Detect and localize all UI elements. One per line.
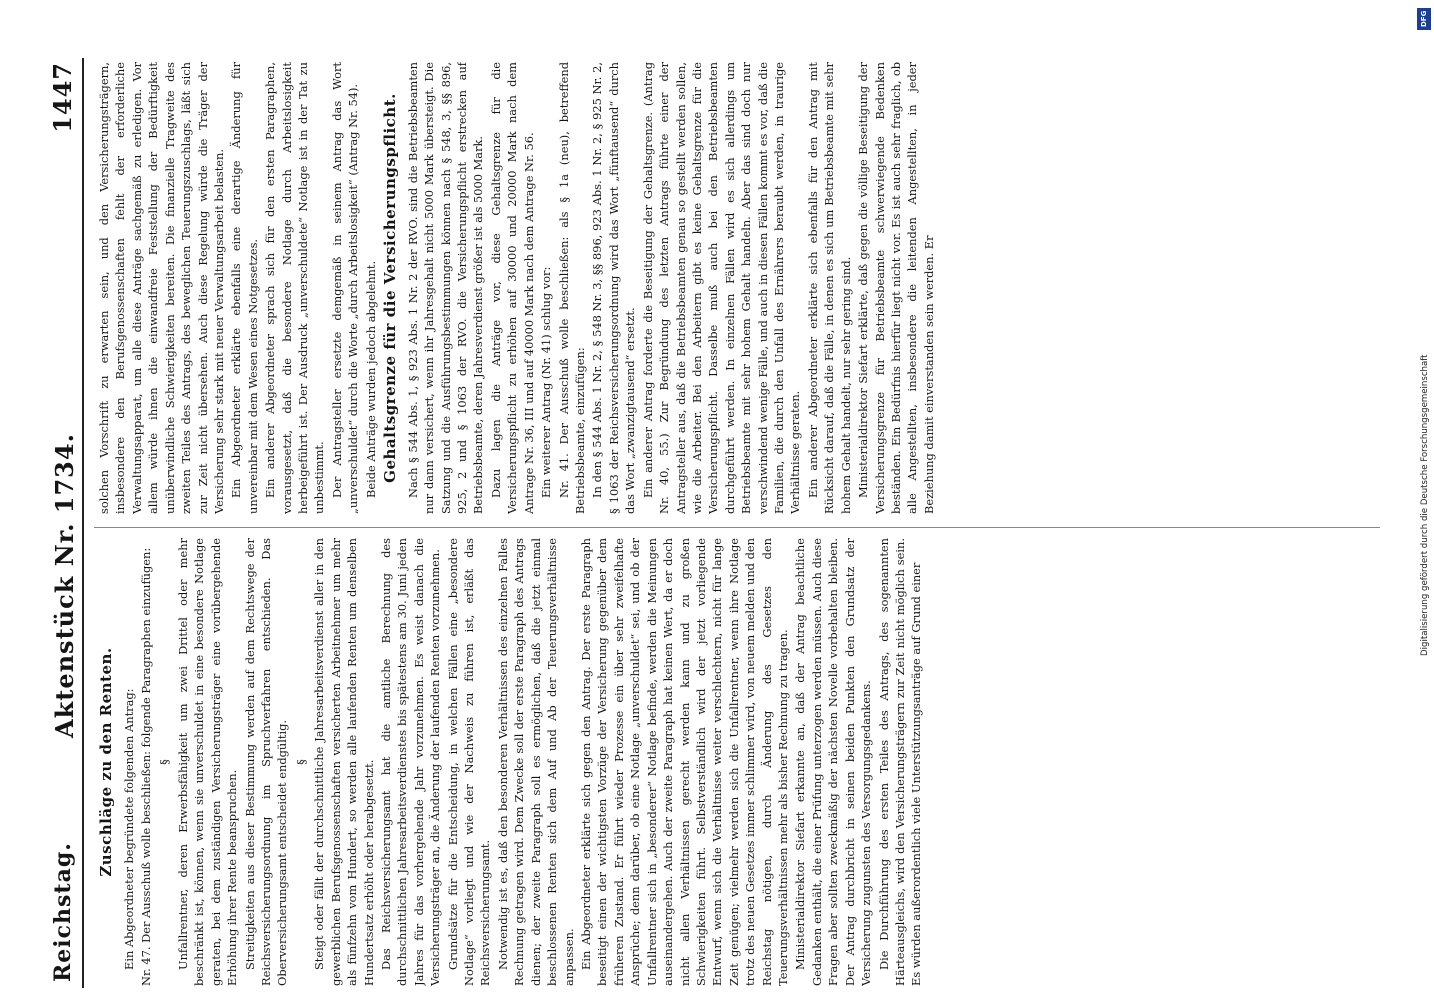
page-header — [42, 58, 82, 988]
paragraph: Der Antragsteller ersetzte demgemäß in seinem Antrag das Wort „unverschuldet“ durch die Worte „durch Arbeitslosigkeit“ (Antrag Nr. 54). — [329, 62, 361, 514]
digitization-note: Digitalisierung gefördert durch die Deutsche Forschungsgemeinschaft — [1420, 354, 1430, 656]
section-symbol: § — [293, 759, 308, 765]
right-column — [96, 62, 1378, 514]
page-number: 1447 — [48, 62, 77, 133]
paragraph: Beide Anträge wurden jedoch abgelehnt. — [363, 260, 378, 498]
column-divider — [94, 527, 1380, 528]
paragraph: Ein Abgeordneter erklärte ebenfalls eine derartige Änderung für unvereinbar mit dem Wesen eines Notgesetzes. — [229, 62, 260, 514]
header-rule — [82, 58, 84, 988]
paragraph: Ein Abgeordneter begründete folgenden Antrag: — [121, 688, 136, 970]
paragraph: Unfallrentner, deren Erwerbsfähigkeit um zwei Drittel oder mehr beschränkt ist, können, wenn sie unverschuldet in eine besondere Notlage geraten, bei dem zuständigen Versicherungsträger eine vorübergehende Erhöhung ihrer Rente beanspruchen. — [175, 538, 240, 986]
paragraph: Ein weiterer Antrag (Nr. 41) schlug vor: — [539, 266, 554, 498]
paragraph: Notwendig ist es, daß den besonderen Verhältnissen des einzelnen Falles Rechnung getragen wird. Dem Zwecke soll der erste Paragraph des Antrags dienen; der zweite Paragraph soll es ermöglichen, daß die jetzt einmal beschlossenen Renten sich dem Auf und Ab der Teuerungsverhältnisse anpassen. — [495, 538, 576, 986]
paragraph: Nach § 544 Abs. 1, § 923 Abs. 1 Nr. 2 der RVO. sind die Betriebsbeamten nur dann versichert, wenn ihr Jahresgehalt nicht 5000 Mark übersteigt. Die Satzung und die Ausführungsbestimmungen können nach § 548, 3, §§ 896, 925, 2 und § 1063 der RVO. die Versicherungspflicht erstrecken auf Betriebsbeamte, deren Jahresverdienst größer ist als 5000 Mark. — [405, 62, 486, 514]
paragraph: Nr. 41. Der Ausschuß wolle beschließen: als § 1a (neu), betreffend Betriebsbeamte, einzufügen: — [556, 62, 587, 514]
section-heading-renten: Zuschläge zu den Renten. — [97, 647, 115, 877]
paragraph: Ein Abgeordneter erklärte sich gegen den Antrag. Der erste Paragraph beseitigt einen der wichtigsten Vorzüge der Versicherung gegenüber dem früheren Zustand. Er führt wieder Prozesse ein über sehr zweifelhafte Ansprüche; denn darüber, ob eine Notlage „unverschuldet“ sei, und ob der Unfallrentner sich in „besonderer“ Notlage befinde, werden die Meinungen auseinandergehen. Auch der zweite Paragraph hat keinen Wert, da er doch nicht allen Verhältnissen gerecht werden kann und zu großen Schwierigkeiten führt. Selbstverständlich wird der jetzt vorliegende Entwurf, wenn sich die Verhältnisse weiter verschlechtern, nicht für lange Zeit genügen; vielmehr werden sich die Unfallrentner, wenn ihre Notlage trotz des neuen Gesetzes immer schlimmer wird, von neuem melden und den Reichstag nötigen, durch Änderung des Gesetzes den Teuerungsverhältnissen mehr als bisher Rechnung zu tragen. — [578, 538, 791, 986]
paragraph: In den § 544 Abs. 1 Nr. 2, § 548 Nr. 3, §§ 896, 923 Abs. 1 Nr. 2, § 925 Nr. 2, § 1063 der Reichsversicherungsordnung wird das Wort „fünftausend“ durch das Wort „zwanzigtausend“ ersetzt. — [590, 62, 638, 514]
paragraph: Nr. 47. Der Ausschuß wolle beschließen: folgende Paragraphen einzufügen: — [139, 547, 154, 986]
section-symbol: § — [157, 759, 172, 765]
paragraph: solchen Vorschrift zu erwarten sein, und den Versicherungsträgern, insbesondere den Berufsgenossenschaften fehlt der erforderliche Verwaltungsapparat, um alle diese Anträge sachgemäß zu erledigen. Vor allem würde ihnen die einwandfreie Feststellung der Bedürftigkeit unüberwindliche Schwierigkeiten bereiten. Die finanzielle Tragweite des zweiten Teiles des Antrags, des beweglichen Teuerungszuschlags, läßt sich zur Zeit nicht übersehen. Auch diese Regelung würde die Träger der Versicherung sehr stark mit neuer Verwaltungsarbeit belasten. — [97, 62, 226, 514]
paragraph: Steigt oder fällt der durchschnittliche Jahresarbeitsverdienst aller in den gewerblichen Berufsgenossenschaften versicherten Arbeitnehmer um mehr als fünfzehn vom Hundert, so werden alle laufenden Renten um denselben Hundertsatz erhöht oder herabgesetzt. — [312, 538, 376, 986]
paragraph: Ministerialdirektor Siefart erkannte an, daß der Antrag beachtliche Gedanken enthält, die einer Prüfung unterzogen werden müssen. Auch diese Fragen aber sollten zweckmäßig der nächsten Novelle vorbehalten bleiben. Der Antrag durchbricht in seinen beiden Punkten den Grundsatz der Versicherung zugunsten des Versorgungsgedankens. — [793, 538, 874, 986]
paragraph: Grundsätze für die Entscheidung, in welchen Fällen eine „besondere Notlage“ vorliegt und wie der Nachweis zu führen ist, erläßt das Reichsversicherungsamt. — [445, 538, 493, 986]
dfg-logo: DFG — [1417, 8, 1431, 30]
rotated-page-content — [42, 58, 1387, 988]
paragraph: Das Reichsversicherungsamt hat die amtliche Berechnung des durchschnittlichen Jahresarbeitsverdienstes bis spätestens am 30. Juni jeden Jahres für das vorhergehende Jahr vorzunehmen. Es weist danach die Versicherungsträger an, die Änderung der laufenden Renten vorzunehmen. — [378, 538, 443, 986]
paragraph: Ein anderer Abgeordneter sprach sich für den ersten Paragraphen, vorausgesetzt, daß die besondere Notlage durch Arbeitslosigkeit herbeigeführt ist. Der Ausdruck „unverschuldete“ Notlage ist in der Tat zu unbestimmt. — [263, 62, 327, 514]
paragraph: Dazu lagen die Anträge vor, diese Gehaltsgrenze für die Versicherungspflicht zu erhöhen auf 30000 und 20000 Mark nach dem Antrage Nr. 36, III und auf 40000 Mark nach dem Antrage Nr. 56. — [488, 62, 536, 514]
paragraph: Ein anderer Antrag forderte die Beseitigung der Gehaltsgrenze. (Antrag Nr. 40, 55.) Zur Begründung des letzten Antrags führte einer der Antragsteller aus, daß die Betriebsbeamten genau so gestellt werden sollen, wie die Arbeiter. Bei den Arbeitern gibt es keine Gehaltsgrenze für die Versicherungspflicht. Dasselbe muß auch bei den Betriebsbeamten durchgeführt werden. In einzelnen Fällen wird es sich allerdings um Betriebsbeamte mit sehr hohem Gehalt handeln. Aber das sind doch nur verschwindend wenige Fälle, und auch in diesen Fällen kommt es vor, daß die Familien, die durch den Unfall des Ernährers beraubt werden, in traurige Verhältnisse geraten. — [640, 62, 803, 514]
paragraph: Streitigkeiten aus dieser Bestimmung werden auf dem Rechtswege der Reichsversicherungsordnung im Spruchverfahren entschieden. Das Oberversicherungsamt entscheidet endgültig. — [242, 538, 290, 986]
section-heading-gehaltsgrenze: Gehaltsgrenze für die Versicherungspflicht. — [381, 93, 400, 483]
header-left: Reichstag. — [50, 842, 76, 982]
left-column — [96, 538, 1378, 986]
paragraph: Die Durchführung des ersten Teiles des Antrags, des sogenannten Härteausgleichs, wird den Versicherungsträgern zur Zeit nicht möglich sein. Es würden außerordentlich viele Unterstützungsanträge auf Grund einer — [876, 538, 924, 986]
paragraph: Ministerialdirektor Siefart erklärte, daß gegen die völlige Beseitigung der Versicherungsgrenze für Betriebsbeamte schwerwiegende Bedenken beständen. Ein Bedürfnis hierfür liegt nicht vor. Es ist auch sehr fraglich, ob alle Angestellten, insbesondere die leitenden Angestellten, in jeder Beziehung damit einverstanden sein werden. Er — [856, 62, 936, 514]
header-title: Aktenstück Nr. 1734. — [50, 433, 79, 738]
paragraph: Ein anderer Abgeordneter erklärte sich ebenfalls für den Antrag mit Rücksicht darauf, daß die Fälle, in denen es sich um Betriebsbeamte mit sehr hohem Gehalt handelt, nur sehr gering sind. — [805, 62, 853, 514]
